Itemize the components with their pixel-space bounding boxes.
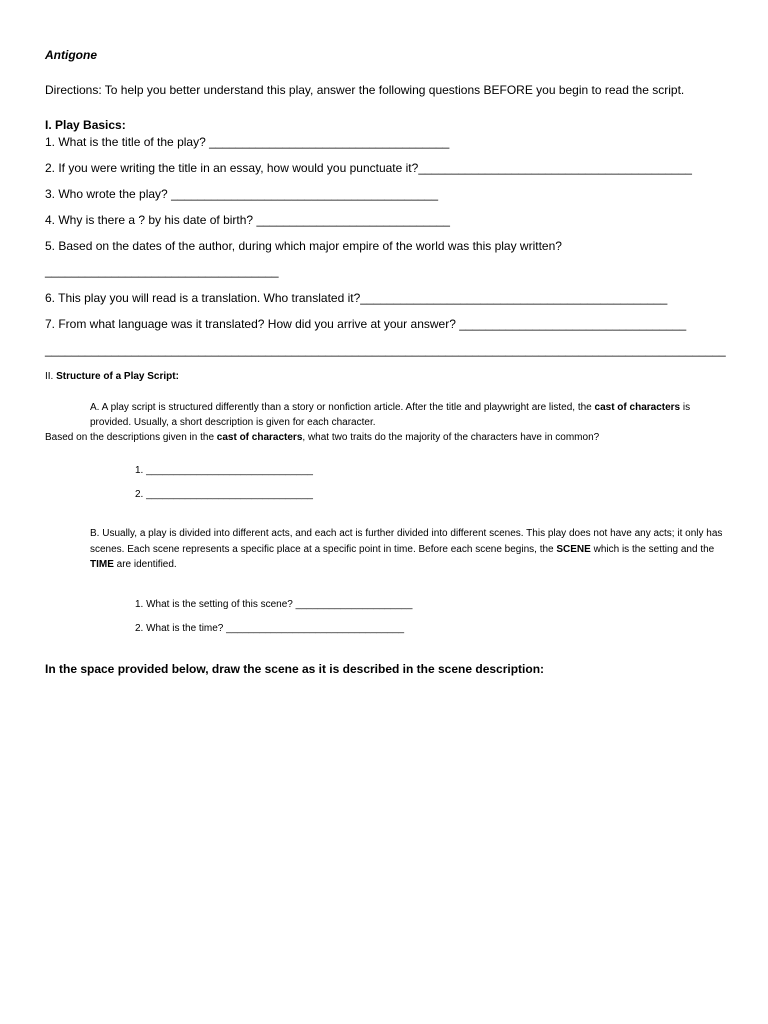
paragraph-b-bold-scene: SCENE [556, 543, 591, 555]
section2-title: Structure of a Play Script: [56, 371, 179, 382]
paragraph-b-line [45, 526, 725, 573]
section2-paragraph-b [45, 526, 725, 573]
paragraph-b-text-1: B. Usually, a play is divided into different acts, and each act is further divided into different scenes. This play does not have any acts; it only has scenes. Each scene represents a specific place at a specific point in time. Before each scene begins, the [90, 528, 723, 555]
section1-heading: I. Play Basics: [45, 118, 126, 132]
paragraph-a-text-3: Based on the descriptions given in the [45, 432, 217, 443]
question-7-answer-blank: ______________________________________________________________________________________________________ [45, 343, 726, 357]
question-6: 6. This play you will read is a translation. Who translated it?______________________________________________ [45, 291, 668, 305]
paragraph-b-bold-time: TIME [90, 559, 114, 570]
time-question: 2. What is the time? ________________________________ [135, 623, 405, 634]
paragraph-a-text-1: A. A play script is structured differently than a story or nonfiction article. After the title and playwright are listed, the [90, 402, 595, 413]
question-5: 5. Based on the dates of the author, during which major empire of the world was this play written? [45, 239, 562, 253]
trait-answer-2: 2. ______________________________ [135, 489, 313, 500]
document-title: Antigone [45, 48, 97, 62]
trait-answer-1: 1. ______________________________ [135, 465, 313, 476]
paragraph-a-question-line [45, 430, 725, 445]
drawing-space[interactable] [45, 690, 725, 1000]
question-7: 7. From what language was it translated? How did you arrive at your answer? __________________________________ [45, 317, 687, 331]
setting-question: 1. What is the setting of this scene? _____________________ [135, 599, 413, 610]
section2-numeral: II. [45, 371, 57, 382]
paragraph-a-bold-cast-2: cast of characters [216, 432, 303, 443]
question-3: 3. Who wrote the play? ________________________________________ [45, 187, 439, 201]
directions-text: Directions: To help you better understand this play, answer the following questions BEFORE you begin to read the script. [45, 83, 685, 97]
question-1: 1. What is the title of the play? ____________________________________ [45, 135, 450, 149]
question-4: 4. Why is there a ? by his date of birth? _____________________________ [45, 213, 450, 227]
paragraph-b-text-2: which is the setting and the [590, 543, 715, 555]
paragraph-a-text-4: , what two traits do the majority of the characters have in common? [302, 432, 600, 443]
section2-paragraph-a [45, 400, 725, 445]
draw-instruction: In the space provided below, draw the scene as it is described in the scene description: [45, 662, 545, 676]
paragraph-a-line [45, 400, 725, 430]
section2-heading [45, 369, 179, 384]
question-5-answer-blank: ___________________________________ [45, 264, 279, 278]
paragraph-b-text-3: are identified. [113, 559, 177, 570]
paragraph-a-text-2: is provided. Usually, a short description is given for each character. [90, 402, 691, 428]
question-2: 2. If you were writing the title in an essay, how would you punctuate it?_________________________________________ [45, 161, 692, 175]
paragraph-a-bold-cast: cast of characters [594, 402, 681, 413]
